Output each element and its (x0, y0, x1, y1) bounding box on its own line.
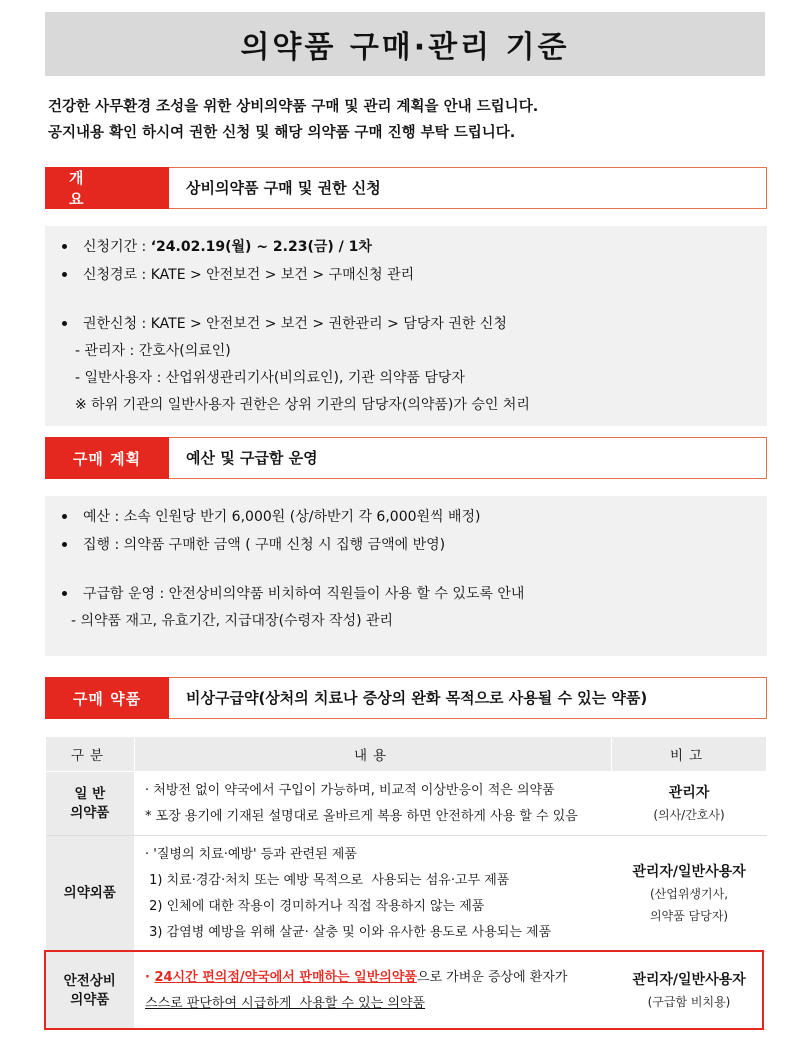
intro-text (48, 94, 768, 146)
content-line (145, 965, 611, 991)
content-line: · '질병의 치료·예방' 등과 관련된 제품 (145, 846, 357, 862)
kit-sub-line: - 의약품 재고, 유효기간, 지급대장(수령자 작성) 관리 (71, 613, 394, 629)
content-line: * 포장 용기에 기재된 설명대로 올바르게 복용 하면 안전하게 사용 할 수 있음 (145, 808, 578, 824)
period-label: 신청기간 : (83, 239, 151, 255)
note-sub: 의약품 담당자) (649, 908, 729, 923)
plan-title: 예산 및 구급함 운영 (186, 449, 318, 467)
approval-note: ※ 하위 기관의 일반사용자 권한은 상위 기관의 담당자(의약품)가 승인 처리 (75, 397, 530, 413)
content-line: 1) 치료·경감·처치 또는 예방 목적으로 사용되는 섬유·고무 제품 (145, 872, 510, 888)
budget-line: 예산 : 소속 인원당 반기 6,000원 (상/하반기 각 6,000원씩 배정) (83, 509, 481, 525)
content-prefix: · (145, 969, 155, 985)
page-title: 의약품 구매·관리 기준 (240, 30, 570, 65)
bullet-icon (62, 542, 67, 547)
content-line: 3) 감염병 예방을 위해 살균· 살충 및 이와 유사한 용도로 사용되는 제품 (145, 924, 552, 940)
category-line: 안전상비 (63, 972, 116, 989)
note-main: 관리자 (668, 784, 710, 801)
note-sub: (산업위생기사, (649, 886, 729, 901)
drugs-title: 비상구급약(상처의 치료나 증상의 완화 목적으로 사용될 수 있는 약품) (186, 689, 648, 707)
row-note (612, 772, 767, 836)
row-category (46, 772, 135, 836)
note-sub: (구급함 비치용) (647, 994, 731, 1009)
row-content (135, 836, 612, 952)
col-header-category: 구분 (46, 737, 135, 772)
period-line (83, 236, 372, 256)
table-row (46, 836, 767, 952)
table-row (46, 772, 767, 836)
bullet-icon (62, 591, 67, 596)
intro-line-2: 공지내용 확인 하시여 권한 신청 및 해당 의약품 구매 진행 부탁 드립니다. (48, 125, 516, 141)
bullet-icon (62, 321, 67, 326)
period-value: ‘24.02.19(월) ~ 2.23(금) / 1차 (150, 239, 372, 255)
overview-box (45, 226, 767, 426)
admin-line: - 관리자 : 간호사(의료인) (75, 343, 231, 359)
execution-line: 집행 : 의약품 구매한 금액 ( 구매 신청 시 집행 금액에 반영) (83, 537, 446, 553)
col-header-content: 내용 (135, 737, 612, 772)
category-line: 의약품 (70, 804, 110, 821)
plan-tag: 구매 계획 (45, 437, 169, 479)
intro-line-1: 건강한 사무환경 조성을 위한 상비의약품 구매 및 관리 계획을 안내 드립니다. (48, 99, 539, 115)
content-line: · 처방전 없이 약국에서 구입이 가능하며, 비교적 이상반응이 적은 의약품 (145, 782, 555, 798)
drug-table (45, 736, 767, 1030)
content-line: 스스로 판단하여 시급하게 사용할 수 있는 의약품 (145, 995, 426, 1011)
category-line: 의약품 (70, 991, 110, 1008)
table-row (46, 952, 767, 1030)
plan-header (45, 437, 767, 479)
drugs-tag: 구매 약품 (45, 677, 169, 719)
table-header-row (46, 737, 767, 772)
note-main: 관리자/일반사용자 (632, 971, 746, 988)
category-line: 의약외품 (63, 885, 116, 901)
note-main: 관리자/일반사용자 (632, 863, 746, 880)
auth-line: 권한신청 : KATE > 안전보건 > 보건 > 권한관리 > 담당자 권한 신청 (83, 316, 507, 332)
content-text: 으로 가벼운 증상에 환자가 (416, 969, 568, 985)
overview-title: 상비의약품 구매 및 권한 신청 (186, 179, 381, 197)
drugs-header (45, 677, 767, 719)
kit-line: 구급함 운영 : 안전상비의약품 비치하여 직원들이 사용 할 수 있도록 안내 (83, 586, 525, 602)
bullet-icon (62, 514, 67, 519)
note-sub: (의사/간호사) (653, 807, 725, 822)
content-line: 2) 인체에 대한 작용이 경미하거나 직접 작용하지 않는 제품 (145, 898, 485, 914)
row-note (612, 836, 767, 952)
highlight-text: 24시간 편의점/약국에서 판매하는 일반의약품 (154, 969, 417, 985)
title-bar (45, 12, 765, 76)
overview-header (45, 167, 767, 209)
row-category (46, 836, 135, 952)
plan-box (45, 496, 767, 656)
user-line: - 일반사용자 : 산업위생관리기사(비의료인), 기관 의약품 담당자 (75, 370, 465, 386)
route-line: 신청경로 : KATE > 안전보건 > 보건 > 구매신청 관리 (83, 267, 415, 283)
row-content (135, 952, 612, 1030)
bullet-icon (62, 272, 67, 277)
row-content (135, 772, 612, 836)
col-header-note: 비고 (612, 737, 767, 772)
category-line: 일 반 (74, 785, 106, 802)
row-category (46, 952, 135, 1030)
overview-tag: 개 요 (45, 167, 169, 209)
row-note (612, 952, 767, 1030)
bullet-icon (62, 244, 67, 249)
